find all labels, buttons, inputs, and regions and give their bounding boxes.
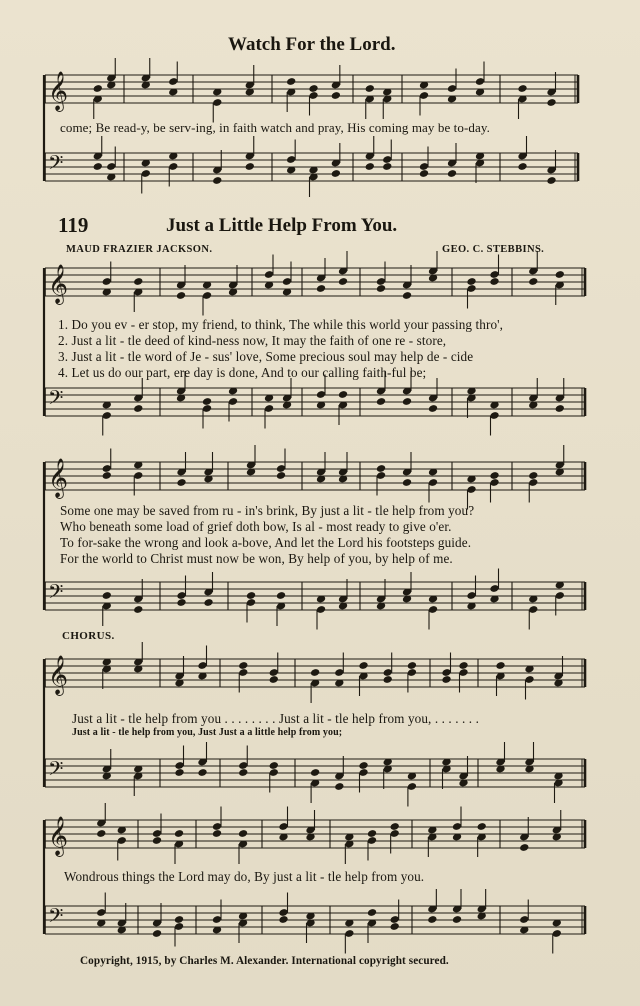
note-head — [338, 390, 348, 399]
note-head — [212, 829, 222, 838]
verse-3-line-a: 3. Just a lit - tle word of Je - sus' love, Some precious soul may help de - cide — [58, 349, 474, 364]
note-head — [278, 915, 288, 924]
verse-3-line-b: To for-sake the wrong and look a-bove, And let the Lord his footsteps guide. — [60, 535, 472, 550]
note-head — [334, 782, 344, 791]
verse-2-line-b: Who beneath some load of grief doth bow, Is al - most ready to give o'er. — [60, 519, 452, 534]
note-head — [133, 404, 143, 413]
note-head — [102, 471, 112, 480]
verse-1-line-b: Some one may be saved from ru - in's brink, By just a lit - tle help from you? — [60, 503, 475, 518]
note-head — [407, 661, 417, 670]
verse-1-line-a: 1. Do you ev - er stop, my friend, to think, The while this world your passing thro', — [58, 317, 504, 332]
note-head — [365, 84, 375, 93]
note-head — [402, 478, 412, 487]
note-head — [269, 761, 279, 770]
hymn-title: Just a Little Help From You. — [166, 215, 398, 236]
treble-clef: 𝄞 — [48, 71, 69, 111]
note-head — [176, 478, 186, 487]
note-head — [555, 404, 565, 413]
previous-hymn-lyric: come; Be read-y, be serv-ing, in faith watch and pray, His coming may be to-day. — [60, 120, 490, 135]
note-head — [477, 822, 487, 831]
note-head — [546, 98, 556, 107]
bass-clef: 𝄢 — [48, 386, 64, 414]
note-head — [390, 922, 400, 931]
note-head — [152, 929, 162, 938]
chorus-line-1: Just a lit - tle help from you . . . . . . . . Just a lit - tle help from you, . . . . . . . — [72, 711, 479, 726]
note-head — [152, 836, 162, 845]
note-head — [367, 908, 377, 917]
verse-4-line-b: For the world to Christ must now be won, By help of you, by help of me. — [60, 551, 453, 566]
previous-hymn-title: Watch For the Lord. — [228, 34, 396, 55]
bass-clef: 𝄢 — [48, 904, 64, 932]
note-head — [466, 277, 476, 286]
treble-clef: 𝄞 — [48, 655, 69, 695]
note-head — [358, 661, 368, 670]
note-head — [428, 404, 438, 413]
note-head — [489, 277, 499, 286]
note-head — [93, 84, 103, 93]
note-head — [96, 829, 106, 838]
note-head — [174, 768, 184, 777]
note-head — [447, 169, 457, 178]
note-head — [212, 176, 222, 185]
verse-4-line-a: 4. Let us do our part, ere day is done, And to our calling faith-ful be; — [58, 365, 427, 380]
bass-clef: 𝄢 — [48, 757, 64, 785]
chorus-line-2: Wondrous things the Lord may do, By just a lit - tle help from you. — [64, 869, 425, 884]
note-head — [238, 661, 248, 670]
note-head — [269, 675, 279, 684]
note-head — [331, 91, 341, 100]
note-head — [338, 277, 348, 286]
note-head — [427, 915, 437, 924]
note-head — [238, 829, 248, 838]
note-head — [402, 291, 412, 300]
note-head — [517, 84, 527, 93]
note-head — [495, 661, 505, 670]
note-head — [316, 284, 326, 293]
note-head — [308, 84, 318, 93]
note-head — [358, 761, 368, 770]
bass-clef: 𝄢 — [48, 151, 64, 179]
note-head — [367, 829, 377, 838]
note-head — [245, 162, 255, 171]
note-head — [276, 591, 286, 600]
note-head — [402, 397, 412, 406]
note-head — [376, 397, 386, 406]
note-head — [383, 675, 393, 684]
note-head — [238, 768, 248, 777]
note-head — [441, 675, 451, 684]
note-head — [528, 277, 538, 286]
note-head — [452, 915, 462, 924]
note-head — [310, 768, 320, 777]
note-head — [382, 162, 392, 171]
note-head — [310, 668, 320, 677]
note-head — [390, 822, 400, 831]
note-head — [331, 169, 341, 178]
treble-clef: 𝄞 — [48, 264, 69, 304]
bass-clef: 𝄢 — [48, 580, 64, 608]
note-head — [376, 464, 386, 473]
note-head — [246, 591, 256, 600]
note-head — [203, 598, 213, 607]
note-head — [174, 829, 184, 838]
note-head — [176, 291, 186, 300]
note-head — [102, 591, 112, 600]
note-head — [517, 162, 527, 171]
note-head — [197, 768, 207, 777]
note-head — [546, 176, 556, 185]
hymn-author: MAUD FRAZIER JACKSON. — [66, 244, 213, 255]
note-head — [376, 284, 386, 293]
note-head — [174, 915, 184, 924]
note-head — [133, 605, 143, 614]
note-head — [555, 270, 565, 279]
note-head — [202, 397, 212, 406]
copyright-notice: Copyright, 1915, by Charles M. Alexander. International copyright secured. — [80, 955, 449, 967]
note-head — [458, 661, 468, 670]
note-head — [93, 162, 103, 171]
note-head — [519, 843, 529, 852]
note-head — [419, 169, 429, 178]
treble-clef: 𝄞 — [48, 816, 69, 856]
note-head — [489, 471, 499, 480]
verse-2-line-a: 2. Just a lit - tle deed of kind-ness now, It may the faith of one re - store, — [58, 333, 447, 348]
note-head — [276, 471, 286, 480]
chorus-label: CHORUS. — [62, 630, 115, 642]
note-head — [286, 77, 296, 86]
chorus-line-1-bass: Just a lit - tle help from you, Just Just a a little help from you; — [72, 727, 343, 738]
note-head — [176, 598, 186, 607]
note-head — [133, 277, 143, 286]
hymn-composer: GEO. C. STEBBINS. — [442, 244, 545, 255]
note-head — [365, 162, 375, 171]
hymn-number: 119 — [58, 213, 89, 237]
note-head — [528, 471, 538, 480]
treble-clef: 𝄞 — [48, 458, 69, 498]
